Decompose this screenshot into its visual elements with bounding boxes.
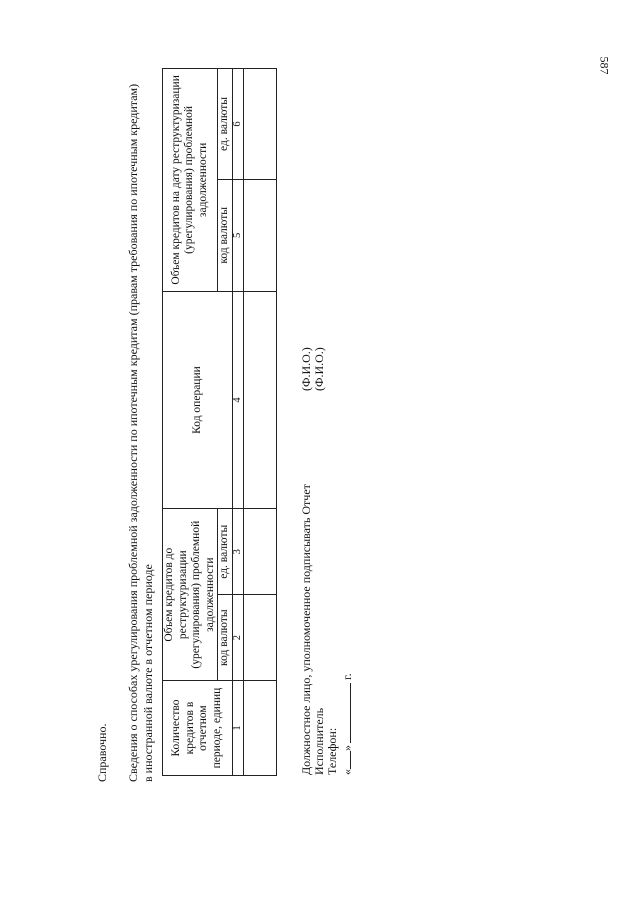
page-number: 587 — [597, 56, 612, 75]
header-operation-code: Код операции — [163, 291, 233, 509]
table-cell — [243, 179, 276, 291]
phone-label: Телефон: — [325, 727, 340, 775]
currency-restructuring-table — [162, 68, 277, 776]
date-year-suffix: г. — [339, 673, 354, 680]
table-cell — [243, 509, 276, 595]
phone-line — [326, 255, 339, 775]
column-number: 6 — [232, 69, 243, 180]
executor-label: Исполнитель — [312, 707, 327, 775]
official-label: Должностное лицо, уполномоченное подписывать Отчет — [299, 484, 313, 775]
caption-line-2: в иностранной валюте в отчетном периоде — [140, 564, 155, 782]
column-number: 3 — [232, 509, 243, 595]
date-quote-close: » — [339, 745, 354, 751]
table-cell — [243, 681, 276, 776]
subheader-currency-code-before: код валюты — [218, 595, 233, 681]
caption-line-1: Сведения о способах урегулирования проблемной задолженности по ипотечным кредитам (правам требования по ипотечным кредитам) — [126, 83, 140, 782]
column-number: 1 — [232, 681, 243, 776]
date-month-blank — [340, 683, 351, 743]
table-cell — [243, 69, 276, 180]
table-cell — [243, 595, 276, 681]
table-data-row — [243, 69, 276, 776]
subheader-currency-units-at-date: ед. валюты — [218, 69, 233, 180]
header-volume-at-date: Объем кредитов на дату реструктуризации (урегулирования) проблемной задолженности — [163, 69, 218, 292]
subheader-currency-units-before: ед. валюты — [218, 509, 233, 595]
column-number: 5 — [232, 179, 243, 291]
table-header-row — [163, 69, 218, 776]
reference-note: Справочно. — [95, 723, 109, 782]
column-number: 2 — [232, 595, 243, 681]
executor-line — [313, 255, 326, 775]
executor-fio-mark: (Ф.И.О.) — [312, 347, 327, 391]
header-volume-before: Объем кредитов до реструктуризации (урегулирования) проблемной задолженности — [163, 509, 218, 681]
date-quote-open: « — [339, 769, 354, 775]
signature-block — [300, 255, 353, 775]
header-loan-count: Количество кредитов в отчетном периоде, единиц — [163, 681, 233, 776]
date-line — [340, 255, 353, 775]
column-number: 4 — [232, 291, 243, 509]
official-line — [300, 255, 313, 775]
official-fio-mark: (Ф.И.О.) — [299, 347, 313, 391]
column-number-row — [232, 69, 243, 776]
table-cell — [243, 291, 276, 509]
subheader-currency-code-at-date: код валюты — [218, 179, 233, 291]
table-caption — [126, 72, 155, 782]
date-day-blank — [340, 751, 351, 769]
